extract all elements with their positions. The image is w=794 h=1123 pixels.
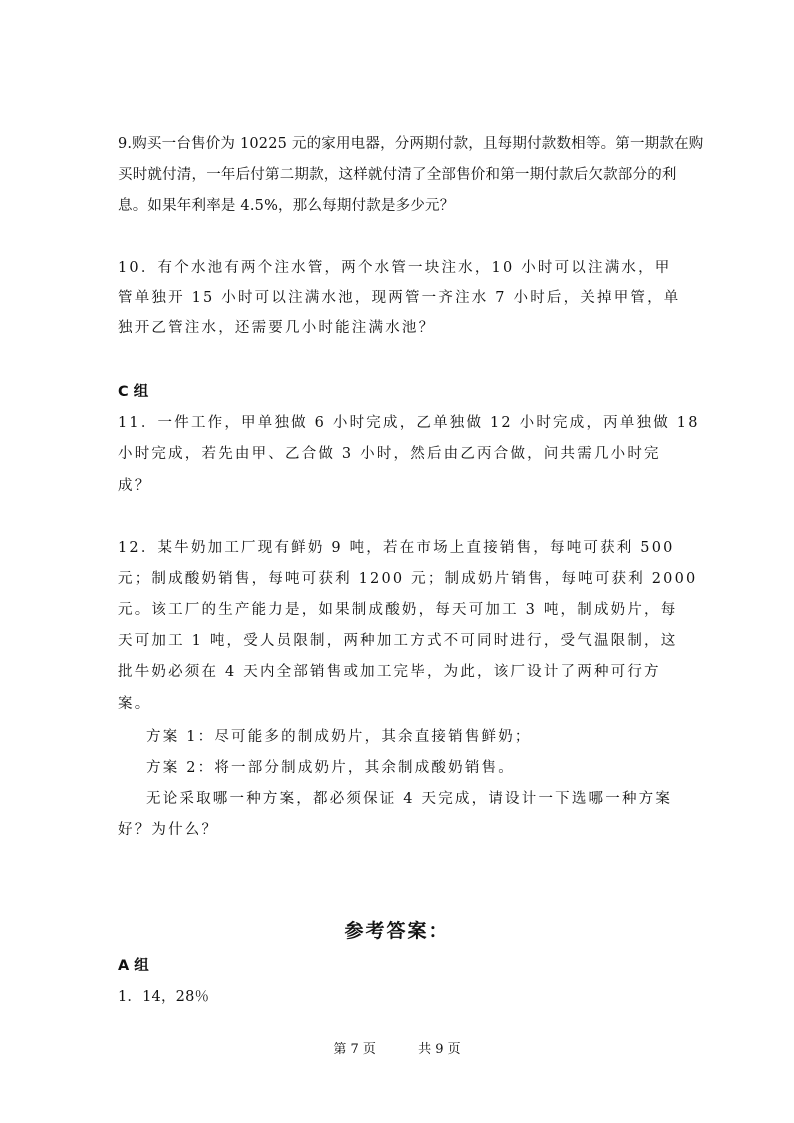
problem-12-line-4: 天可加工 1 吨，受人员限制，两种加工方式不可同时进行，受气温限制，这 [118,633,678,649]
problem-12-line-5: 批牛奶必须在 4 天内全部销售或加工完毕，为此，该厂设计了两种可行方 [118,664,661,680]
problem-11-line-3: 成？ [118,478,152,494]
problem-9-line-1: 9.购买一台售价为 10225 元的家用电器，分两期付款，且每期付款数相等。第一期款在购 [118,136,704,152]
problem-12-question-line-2: 好？为什么？ [118,822,219,838]
problem-12-question-line-1: 无论采取哪一种方案，都必须保证 4 天完成，请设计一下选哪一种方案 [146,791,673,807]
problem-10-line-1: 10．有个水池有两个注水管，两个水管一块注水，10 小时可以注满水，甲 [118,260,672,276]
plan-2: 方案 2：将一部分制成奶片，其余制成酸奶销售。 [146,760,515,776]
problem-11-line-2: 小时完成，若先由甲、乙合做 3 小时，然后由乙丙合做，问共需几小时完 [118,446,661,462]
page-number: 第 7 页 [333,1042,376,1057]
page-footer [0,1041,794,1059]
plan-1: 方案 1：尽可能多的制成奶片，其余直接销售鲜奶； [146,729,532,745]
problem-12-line-3: 元。该工厂的生产能力是，如果制成酸奶，每天可加工 3 吨，制成奶片，每 [118,602,678,618]
problem-12-line-6: 案。 [118,696,152,712]
problem-9-line-3: 息。如果年利率是 4.5%，那么每期付款是多少元？ [118,198,455,214]
problem-10-line-3: 独开乙管注水，还需要几小时能注满水池？ [118,320,436,336]
problem-10-line-2: 管单独开 15 小时可以注满水池，现两管一齐注水 7 小时后，关掉甲管，单 [118,290,681,306]
problem-12-line-1: 12．某牛奶加工厂现有鲜奶 9 吨，若在市场上直接销售，每吨可获利 500 [118,540,675,556]
problem-12-line-2: 元；制成酸奶销售，每吨可获利 1200 元；制成奶片销售，每吨可获利 2000 [118,571,698,587]
group-a-label: A 组 [118,958,149,974]
group-c-label: C 组 [118,384,149,400]
answer-1: 1．14，28％ [118,989,210,1005]
answers-title: 参考答案： [344,920,450,942]
page-total: 共 9 页 [418,1042,461,1057]
problem-11-line-1: 11．一件工作，甲单独做 6 小时完成，乙单独做 12 小时完成，丙单独做 18 [118,415,700,431]
problem-9-line-2: 买时就付清，一年后付第二期款，这样就付清了全部售价和第一期付款后欠款部分的利 [118,167,677,183]
